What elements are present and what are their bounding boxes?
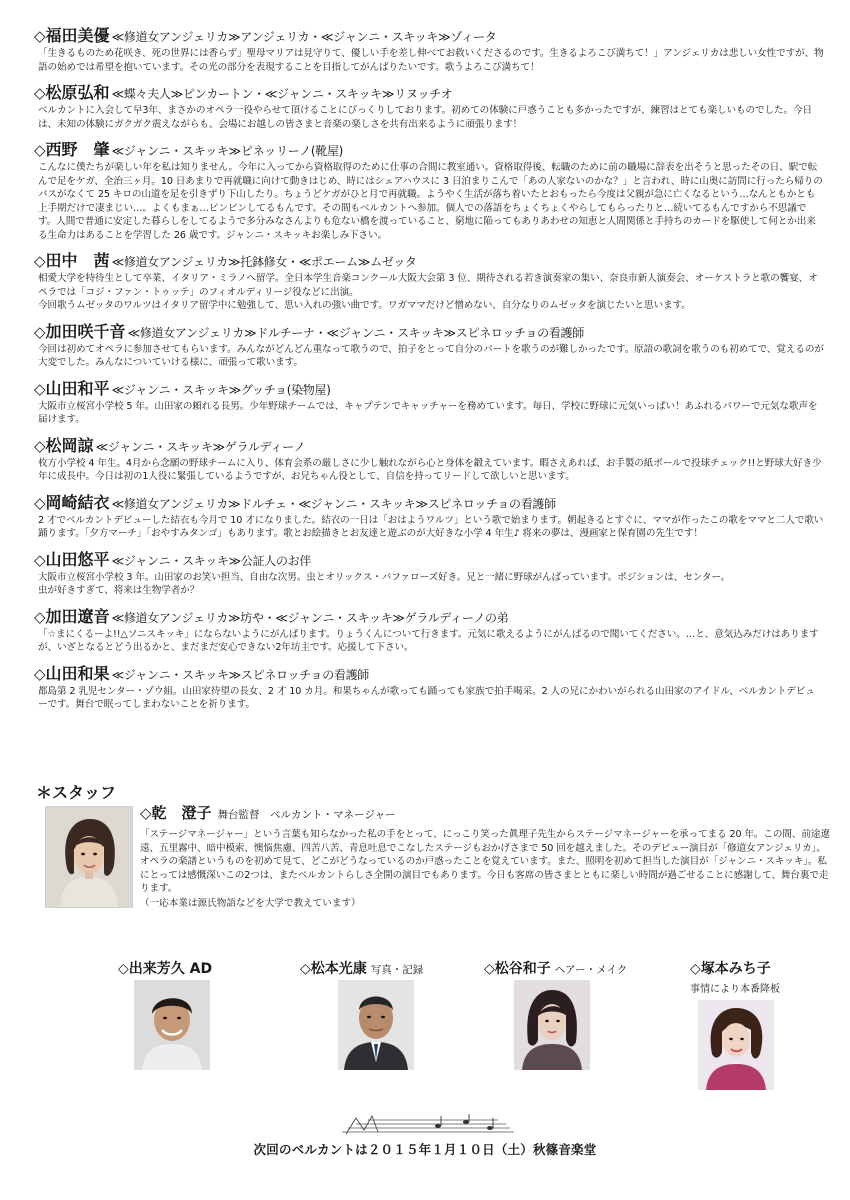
cast-roles: ≪修道女アンジェリカ≫ドルチーナ・≪ジャンニ・スキッキ≫スピネロッチョの看護師 xyxy=(127,325,584,340)
cast-profile-text: こんなに僕たちが楽しい年を私は知りません。今年に入ってから資格取得のために仕事の合間に教室通い。資格取得後、転職のために前の職場に辞表を出そうと思ったその日、駅で転んで足をケガ、全治三ヶ月。10 日あまりで再就職に向けて動きはじめ、時にはシェアハウスに 3 日泊まりこんで「あの人家ないのかな？」と言われ、時に山奥に訪問に行ったら帰りのバスがなくて 25 キロの山道を足を引きずり下山したり。ちょうどケガがひと月で再就職。ようやく生活が落ち着いたとおもったら今度は父親が急に亡くなるという…なんともかとも上手期だけで凄まじい…。よくもまぁ…ピンピンしてるもんです。その間もベルカントへ参加。個人での落語をちょくちょくやらしてもらったりと…続いてるもんですから不思議です。人間で普通に安定した暮らしをしてるようで多分みなさんよりも危ない橋を渡っていること、窮地に陥ってもありあわせの知恵と人間関係と手持ちのカードを駆使して何とか出来る生命力はあることを学習した 26 歳です。ジャンニ・スキッキお楽しみ下さい。 xyxy=(38,162,823,241)
cast-roles: ≪修道女アンジェリカ≫アンジェリカ・≪ジャンニ・スキッキ≫ゾィータ xyxy=(111,30,497,44)
cast-roles: ≪蝶々夫人≫ピンカートン・≪ジャンニ・スキッキ≫リヌッチオ xyxy=(111,87,453,101)
cast-entry xyxy=(34,322,824,370)
portrait-woman-icon xyxy=(514,980,590,1070)
cast-profile-text: 「☆まにくるーよ!!△ソニスキッキ」にならないようにがんばります。りょうくんについて行きます。元気に歌えるようにがんばるので聞いてください。…と、意気込みだけはありますが、いざとなるとどう出るかと、まだまだ安心できない2年坊主です。応援して下さい。 xyxy=(38,628,819,653)
stage-manager-profile: 「ステージマネージャー」という言葉も知らなかった私の手をとって、にっこり笑った眞理子先生からステージマネージャーを承ってまる 20 年。この間、前途遼遠、五里霧中、暗中模索、懊悩焦慮、四苦八苦、青息吐息でこなしたステージもおかげさまで 50 回を越えました。そのデビュー演目が「修道女アンジェリカ」。オペラの楽譜というものを初めて見て、どこがどうなっているのか戸惑ったことを覚えています。また、照明を初めて担当した演目が「ジャンニ・スキッキ」。私にとっては感慨深いこの2つは、またベルカントらしさ全開の演目でもあります。今日も客席の皆さまとともに楽しい時間が過ごせることに感謝して、舞台裏で走ります。 xyxy=(140,829,830,894)
cast-heading: ◇福田美優 ≪修道女アンジェリカ≫アンジェリカ・≪ジャンニ・スキッキ≫ゾィータ xyxy=(34,26,497,45)
staff-member xyxy=(484,960,627,979)
staff-member-name: 松本光康 xyxy=(310,961,367,977)
cast-roles: ≪ジャンニ・スキッキ≫ピネッリーノ(靴屋) xyxy=(111,144,344,158)
cast-profile xyxy=(34,457,824,484)
staff-member-note: 事情により本番降板 xyxy=(690,984,780,995)
cast-name: 松岡諒 xyxy=(45,435,94,455)
cast-entry xyxy=(34,251,824,313)
cast-name: 山田悠平 xyxy=(45,549,110,569)
cast-profile-text: 「生きるものため花咲き、死の世界には香らず」聖母マリアは見守りて、優しい手を差し伸べてお救いくださるのです。生きるよろこび満ちて！」アンジェリカは悲しい女性ですが、物語の始めでは希望を抱いています。その光の部分を表現することを目指してがんばりたいです。歌うよろこび満ちて！ xyxy=(38,48,824,73)
cast-heading: ◇岡崎結衣 ≪修道女アンジェリカ≫ドルチェ・≪ジャンニ・スキッキ≫スピネロッチョの看護師 xyxy=(34,492,556,512)
cast-heading: ◇西野 肇 ≪ジャンニ・スキッキ≫ピネッリーノ(靴屋) xyxy=(34,140,344,159)
cast-entry xyxy=(34,607,824,655)
cast-profile-text: 今回は初めてオペラに参加させてもらいます。みんながどんどん重なって歌うので、拍子をとって自分のパートを歌うのが難しかったです。原語の歌詞を歌うのも初めてで、覚えるのが大変でした。みんなについていける様に、頑張って歌います。 xyxy=(38,343,824,368)
photographer-photo xyxy=(338,980,414,1070)
cast-entry xyxy=(34,550,824,598)
staff-heading: ＊スタッフ xyxy=(36,783,117,802)
cast-profile xyxy=(34,685,824,712)
cast-entry xyxy=(34,140,824,242)
portrait-man-suit-icon xyxy=(338,980,414,1070)
cast-profile-text: ベルカントに入会して早3年、まさかのオペラ一役やらせて頂けることにびっくりしております。初めての体験に戸惑うことも多かったですが、練習はとても楽しいものでした。今日は、未知の体験にガクガク震えながらも、会場にお越しの皆さまと音楽の楽しさを共有出来るように頑張ります！ xyxy=(38,105,812,130)
staff-member-role: 写真・記録 xyxy=(370,964,424,976)
staff-member-role: ヘアー・メイク xyxy=(554,964,628,976)
ad-photo xyxy=(134,980,210,1070)
staff-member-name: 松谷和子 xyxy=(494,961,551,977)
cast-name: 西野 肇 xyxy=(45,140,110,159)
cast-name: 岡崎結衣 xyxy=(45,492,110,512)
cast-heading: ◇田中 茜 ≪修道女アンジェリカ≫托鉢修女・≪ポエーム≫ムゼッタ xyxy=(34,251,417,270)
cast-heading: ◇松岡諒 ≪ジャンニ・スキッキ≫ゲラルディーノ xyxy=(34,435,306,455)
cast-profile-text: 今回歌うムゼッタのワルツはイタリア留学中に勉強して、思い入れの強い曲です。ワガママだけど憎めない、自分なりのムゼッタを演じたいと思います。 xyxy=(38,300,691,311)
cast-heading: ◇山田和平 ≪ジャンニ・スキッキ≫グッチョ(染物屋) xyxy=(34,378,331,398)
cast-profile xyxy=(34,161,824,242)
stage-manager-info xyxy=(140,804,830,910)
cast-roles: ≪ジャンニ・スキッキ≫ゲラルディーノ xyxy=(95,439,306,454)
cast-heading: ◇加田遼音 ≪修道女アンジェリカ≫坊や・≪ジャンニ・スキッキ≫ゲラルディーノの弟 xyxy=(34,606,509,626)
stage-manager-name: 乾 澄子 xyxy=(151,804,212,822)
cast-roles: ≪ジャンニ・スキッキ≫公証人のお伴 xyxy=(111,553,312,568)
cast-profile-text: 大阪市立桜宮小学校 3 年。山田家のお笑い担当、自由な次男。虫とオリックス・バファローズ好き。兄と一緒に野球がんばっています。ポジションは、センター。 xyxy=(38,571,730,583)
stage-manager-role: 舞台監督 ベルカント・マネージャー xyxy=(217,809,396,821)
stage-photo xyxy=(698,1000,774,1090)
cast-profile xyxy=(34,571,824,598)
staff-member xyxy=(300,960,423,979)
cast-profile-text: 2 才でベルカントデビューした結衣も今月で 10 才になりました。結衣の一日は「おはようワルツ」という歌で始まります。朝起きるとすぐに、ママが作ったこの歌をママと二人で歌い踊ります。「夕方マーチ」「おやすみタンゴ」もあります。歌とお絵描きとお友達と遊ぶのが大好きな小学 4 年生♪ 将来の夢は、漫画家と保育園の先生です！ xyxy=(38,514,824,539)
cast-name: 山田和果 xyxy=(45,663,110,683)
cast-heading: ◇加田咲千音 ≪修道女アンジェリカ≫ドルチーナ・≪ジャンニ・スキッキ≫スピネロッチョの看護師 xyxy=(34,321,584,341)
cast-profile-text: 相愛大学を特待生として卒業、イタリア・ミラノへ留学。全日本学生音楽コンクール大阪大会第 3 位、期待される若き演奏家の集い、奈良市新人演奏会、オーケストラと歌の饗宴、オペラでは「コジ・ファン・トゥッテ」のフィオルディリージ役などに出演。 xyxy=(38,273,818,298)
cast-profile xyxy=(34,104,824,131)
cast-entry xyxy=(34,493,824,541)
stage-manager-heading: ◇乾 澄子 舞台監督 ベルカント・マネージャー xyxy=(140,804,396,822)
stage-manager-photo xyxy=(45,806,133,908)
cast-name: 加田遼音 xyxy=(45,606,110,626)
cast-entry xyxy=(34,26,824,74)
cast-roles: ≪ジャンニ・スキッキ≫グッチョ(染物屋) xyxy=(111,382,331,397)
next-concert-notice: 次回のベルカントは２０１５年１月１０日（土）秋篠音楽堂 xyxy=(253,1142,597,1157)
cast-entry xyxy=(34,436,824,484)
portrait-man-icon xyxy=(134,980,210,1070)
cast-entry xyxy=(34,664,824,712)
music-staff-icon xyxy=(338,1112,518,1138)
staff-member xyxy=(118,960,212,978)
cast-profile-text: 虫が好きすぎて、将来は生物学者か？ xyxy=(38,585,200,596)
cast-name: 福田美優 xyxy=(45,26,110,45)
cast-profile-text: 都島第 2 乳児センター・ゾウ組。山田家待望の長女、2 才 10 カ月。和果ちゃんが歌っても踊っても家族で拍手喝采。2 人の兄にかわいがられる山田家のアイドル、ベルカントデビューです。舞台で眠ってしまわないことを祈ります。 xyxy=(38,685,815,710)
stage-manager-note: （一応本業は源氏物語などを大学で教えています） xyxy=(140,897,361,909)
cast-name: 山田和平 xyxy=(45,378,110,398)
cast-heading: ◇山田和果 ≪ジャンニ・スキッキ≫スピネロッチョの看護師 xyxy=(34,663,370,683)
cast-list xyxy=(34,26,824,721)
cast-profile-text: 大阪市立桜宮小学校 5 年。山田家の頼れる長男。少年野球チームでは、キャプテンでキャッチャーを務めています。毎日、学校に野球に元気いっぱい！あふれるパワーで元気な歌声を届けます。 xyxy=(38,400,818,425)
staff-member-heading: ◇塚本みち子 xyxy=(690,961,771,977)
cast-heading: ◇山田悠平 ≪ジャンニ・スキッキ≫公証人のお伴 xyxy=(34,549,312,569)
staff-member-name: 塚本みち子 xyxy=(700,961,771,977)
cast-profile xyxy=(34,47,824,74)
cast-roles: ≪修道女アンジェリカ≫坊や・≪ジャンニ・スキッキ≫ゲラルディーノの弟 xyxy=(111,610,509,625)
cast-entry xyxy=(34,379,824,427)
staff-member-role: AD xyxy=(189,961,213,977)
cast-entry xyxy=(34,83,824,131)
cast-name: 加田咲千音 xyxy=(45,321,126,341)
cast-roles: ≪修道女アンジェリカ≫ドルチェ・≪ジャンニ・スキッキ≫スピネロッチョの看護師 xyxy=(111,496,556,511)
staff-member-heading: ◇松谷和子 ヘアー・メイク xyxy=(484,961,628,977)
cast-name: 松原弘和 xyxy=(45,83,110,102)
cast-profile xyxy=(34,343,824,370)
staff-member-heading: ◇出来芳久 AD xyxy=(118,961,213,977)
cast-heading: ◇松原弘和 ≪蝶々夫人≫ピンカートン・≪ジャンニ・スキッキ≫リヌッチオ xyxy=(34,83,453,102)
hair-makeup-photo xyxy=(514,980,590,1070)
cast-profile xyxy=(34,272,824,313)
cast-profile-text: 枚方小学校 4 年生。4月から念願の野球チームに入り、体育会系の厳しさに少し触れながら心と身体を鍛えています。暇さえあれば、お手製の紙ボールで投球チェック!!と野球大好き少年に成長中。今日は初の1人役に緊張しているようですが、お兄ちゃん役として、自信を持ってリードして欲しいと思います。 xyxy=(38,457,822,482)
portrait-woman-icon xyxy=(698,1000,774,1090)
staff-member-name: 出来芳久 xyxy=(128,961,185,977)
portrait-woman-icon xyxy=(46,807,132,907)
cast-roles: ≪ジャンニ・スキッキ≫スピネロッチョの看護師 xyxy=(111,667,370,682)
staff-member-heading: ◇松本光康 写真・記録 xyxy=(300,961,424,977)
cast-profile xyxy=(34,628,824,655)
cast-name: 田中 茜 xyxy=(45,251,110,270)
cast-profile xyxy=(34,514,824,541)
cast-roles: ≪修道女アンジェリカ≫托鉢修女・≪ポエーム≫ムゼッタ xyxy=(111,255,417,269)
staff-member xyxy=(690,960,780,995)
cast-profile xyxy=(34,400,824,427)
